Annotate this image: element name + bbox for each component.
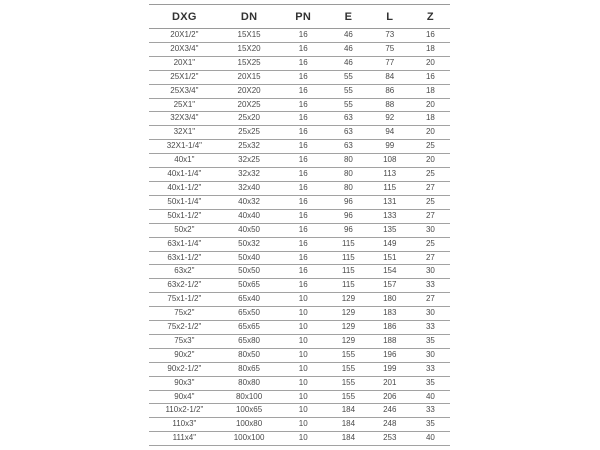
table-cell: 63x2" (149, 265, 220, 279)
table-cell: 20 (411, 154, 450, 168)
table-cell: 32x40 (220, 181, 279, 195)
table-cell: 75x2-1/2" (149, 321, 220, 335)
table-cell: 25 (411, 140, 450, 154)
table-cell: 35 (411, 418, 450, 432)
table-cell: 30 (411, 348, 450, 362)
table-cell: 90x3" (149, 376, 220, 390)
table-cell: 96 (328, 223, 369, 237)
table-cell: 99 (369, 140, 411, 154)
column-header-pn: PN (278, 5, 328, 29)
table-cell: 16 (278, 56, 328, 70)
table-row (149, 168, 450, 182)
table-cell: 92 (369, 112, 411, 126)
table-cell: 80 (328, 154, 369, 168)
table-cell: 96 (328, 195, 369, 209)
table-cell: 32x32 (220, 168, 279, 182)
table-cell: 10 (278, 418, 328, 432)
table-cell: 151 (369, 251, 411, 265)
table-cell: 90x2" (149, 348, 220, 362)
table-cell: 15X15 (220, 29, 279, 43)
table-row (149, 265, 450, 279)
table-cell: 15X20 (220, 42, 279, 56)
table-row (149, 181, 450, 195)
table-row (149, 223, 450, 237)
table-cell: 20X3/4" (149, 42, 220, 56)
table-cell: 25x20 (220, 112, 279, 126)
table-cell: 129 (328, 307, 369, 321)
table-cell: 63 (328, 140, 369, 154)
table-cell: 155 (328, 390, 369, 404)
column-header-l: L (369, 5, 411, 29)
table-cell: 10 (278, 432, 328, 446)
table-cell: 10 (278, 390, 328, 404)
table-cell: 40x1-1/4" (149, 168, 220, 182)
table-cell: 65x50 (220, 307, 279, 321)
table-cell: 135 (369, 223, 411, 237)
table-cell: 16 (278, 237, 328, 251)
table-cell: 180 (369, 293, 411, 307)
table-cell: 80x80 (220, 376, 279, 390)
table-cell: 111x4" (149, 432, 220, 446)
table-cell: 80 (328, 168, 369, 182)
table-cell: 40 (411, 432, 450, 446)
table-cell: 50x40 (220, 251, 279, 265)
table-cell: 110x3" (149, 418, 220, 432)
table-cell: 32X3/4" (149, 112, 220, 126)
table-cell: 86 (369, 84, 411, 98)
table-cell: 80x100 (220, 390, 279, 404)
table-cell: 184 (328, 432, 369, 446)
table-cell: 16 (278, 84, 328, 98)
table-cell: 155 (328, 348, 369, 362)
table-cell: 100x100 (220, 432, 279, 446)
table-cell: 25 (411, 195, 450, 209)
column-header-dn: DN (220, 5, 279, 29)
table-cell: 20X1/2" (149, 29, 220, 43)
table-row (149, 84, 450, 98)
table-row (149, 279, 450, 293)
table-cell: 16 (278, 195, 328, 209)
table-row (149, 98, 450, 112)
table-cell: 184 (328, 404, 369, 418)
table-row (149, 432, 450, 446)
table-cell: 18 (411, 112, 450, 126)
table-cell: 10 (278, 404, 328, 418)
table-cell: 33 (411, 362, 450, 376)
table-cell: 50x1-1/4" (149, 195, 220, 209)
table-row (149, 237, 450, 251)
table-cell: 183 (369, 307, 411, 321)
table-row (149, 293, 450, 307)
table-cell: 16 (278, 265, 328, 279)
table-row (149, 376, 450, 390)
table-cell: 16 (278, 70, 328, 84)
table-cell: 32X1" (149, 126, 220, 140)
table-cell: 196 (369, 348, 411, 362)
table-cell: 27 (411, 209, 450, 223)
table-cell: 32x25 (220, 154, 279, 168)
table-row (149, 195, 450, 209)
table-row (149, 29, 450, 43)
table-cell: 20 (411, 98, 450, 112)
table-cell: 10 (278, 334, 328, 348)
table-row (149, 140, 450, 154)
table-cell: 10 (278, 348, 328, 362)
table-cell: 30 (411, 265, 450, 279)
table-cell: 10 (278, 307, 328, 321)
table-cell: 16 (278, 140, 328, 154)
table-row (149, 42, 450, 56)
table-cell: 25X1" (149, 98, 220, 112)
table-cell: 10 (278, 321, 328, 335)
table-cell: 77 (369, 56, 411, 70)
table-cell: 20 (411, 56, 450, 70)
table-cell: 75x1-1/2" (149, 293, 220, 307)
table-cell: 110x2-1/2" (149, 404, 220, 418)
table-cell: 50x2" (149, 223, 220, 237)
table-cell: 100x80 (220, 418, 279, 432)
table-cell: 155 (328, 362, 369, 376)
table-cell: 27 (411, 251, 450, 265)
table-cell: 10 (278, 293, 328, 307)
table-cell: 40x1" (149, 154, 220, 168)
table-cell: 115 (328, 237, 369, 251)
table-row (149, 404, 450, 418)
table-cell: 16 (411, 70, 450, 84)
table-cell: 199 (369, 362, 411, 376)
table-cell: 75 (369, 42, 411, 56)
table-cell: 33 (411, 279, 450, 293)
table-row (149, 418, 450, 432)
table-row (149, 154, 450, 168)
table-cell: 73 (369, 29, 411, 43)
table-cell: 16 (278, 42, 328, 56)
table-cell: 16 (278, 112, 328, 126)
specification-table (149, 4, 450, 446)
table-cell: 63 (328, 112, 369, 126)
table-cell: 131 (369, 195, 411, 209)
table-cell: 129 (328, 334, 369, 348)
table-cell: 18 (411, 84, 450, 98)
table-cell: 27 (411, 181, 450, 195)
table-cell: 90x2-1/2" (149, 362, 220, 376)
column-header-dxg: DXG (149, 5, 220, 29)
table-cell: 35 (411, 376, 450, 390)
table-cell: 16 (278, 209, 328, 223)
table-cell: 50x1-1/2" (149, 209, 220, 223)
table-cell: 33 (411, 404, 450, 418)
table-row (149, 56, 450, 70)
table-cell: 20 (411, 126, 450, 140)
table-cell: 113 (369, 168, 411, 182)
table-cell: 80x65 (220, 362, 279, 376)
table-cell: 188 (369, 334, 411, 348)
table-cell: 20X15 (220, 70, 279, 84)
table-cell: 20X1" (149, 56, 220, 70)
table-cell: 46 (328, 56, 369, 70)
table-cell: 16 (278, 29, 328, 43)
table-cell: 40 (411, 390, 450, 404)
table-cell: 55 (328, 70, 369, 84)
table-header-row (149, 5, 450, 29)
column-header-z: Z (411, 5, 450, 29)
table-cell: 94 (369, 126, 411, 140)
table-row (149, 126, 450, 140)
table-cell: 25x25 (220, 126, 279, 140)
table-cell: 63x2-1/2" (149, 279, 220, 293)
table-cell: 246 (369, 404, 411, 418)
table-cell: 16 (278, 126, 328, 140)
table-row (149, 390, 450, 404)
table-row (149, 321, 450, 335)
table-cell: 40x1-1/2" (149, 181, 220, 195)
table-cell: 115 (369, 181, 411, 195)
table-cell: 50x32 (220, 237, 279, 251)
table-cell: 20X20 (220, 84, 279, 98)
table-cell: 27 (411, 293, 450, 307)
table-cell: 46 (328, 29, 369, 43)
table-cell: 65x40 (220, 293, 279, 307)
table-cell: 16 (278, 168, 328, 182)
table-cell: 129 (328, 293, 369, 307)
table-cell: 63x1-1/4" (149, 237, 220, 251)
table-row (149, 112, 450, 126)
table-cell: 157 (369, 279, 411, 293)
table-cell: 63x1-1/2" (149, 251, 220, 265)
table-cell: 46 (328, 42, 369, 56)
table-cell: 55 (328, 98, 369, 112)
table-cell: 149 (369, 237, 411, 251)
table-cell: 154 (369, 265, 411, 279)
table-cell: 33 (411, 321, 450, 335)
table-cell: 25X1/2" (149, 70, 220, 84)
table-cell: 25 (411, 168, 450, 182)
table-cell: 206 (369, 390, 411, 404)
table-row (149, 209, 450, 223)
table-cell: 63 (328, 126, 369, 140)
table-row (149, 348, 450, 362)
table-cell: 115 (328, 251, 369, 265)
table-cell: 133 (369, 209, 411, 223)
column-header-e: E (328, 5, 369, 29)
table-cell: 75x2" (149, 307, 220, 321)
table-cell: 186 (369, 321, 411, 335)
table-cell: 115 (328, 265, 369, 279)
table-cell: 40x40 (220, 209, 279, 223)
table-cell: 96 (328, 209, 369, 223)
specification-table-container (149, 4, 450, 446)
table-cell: 184 (328, 418, 369, 432)
table-cell: 201 (369, 376, 411, 390)
table-cell: 16 (278, 154, 328, 168)
table-cell: 88 (369, 98, 411, 112)
table-cell: 30 (411, 307, 450, 321)
table-cell: 100x65 (220, 404, 279, 418)
table-cell: 50x65 (220, 279, 279, 293)
table-cell: 35 (411, 334, 450, 348)
table-cell: 30 (411, 223, 450, 237)
table-cell: 115 (328, 279, 369, 293)
table-row (149, 70, 450, 84)
table-cell: 90x4" (149, 390, 220, 404)
table-cell: 15X25 (220, 56, 279, 70)
table-cell: 40x32 (220, 195, 279, 209)
table-cell: 84 (369, 70, 411, 84)
table-cell: 129 (328, 321, 369, 335)
table-cell: 25x32 (220, 140, 279, 154)
table-cell: 65x80 (220, 334, 279, 348)
table-cell: 50x50 (220, 265, 279, 279)
table-cell: 65x65 (220, 321, 279, 335)
table-cell: 10 (278, 376, 328, 390)
table-cell: 16 (278, 181, 328, 195)
table-cell: 16 (411, 29, 450, 43)
table-row (149, 362, 450, 376)
table-cell: 32X1-1/4" (149, 140, 220, 154)
table-cell: 18 (411, 42, 450, 56)
table-row (149, 334, 450, 348)
table-cell: 10 (278, 362, 328, 376)
table-cell: 155 (328, 376, 369, 390)
table-row (149, 251, 450, 265)
table-cell: 20X25 (220, 98, 279, 112)
table-cell: 16 (278, 251, 328, 265)
table-cell: 80 (328, 181, 369, 195)
table-cell: 108 (369, 154, 411, 168)
table-cell: 16 (278, 279, 328, 293)
table-cell: 248 (369, 418, 411, 432)
table-cell: 253 (369, 432, 411, 446)
table-cell: 80x50 (220, 348, 279, 362)
table-cell: 25X3/4" (149, 84, 220, 98)
table-cell: 55 (328, 84, 369, 98)
table-cell: 25 (411, 237, 450, 251)
table-row (149, 307, 450, 321)
table-cell: 40x50 (220, 223, 279, 237)
table-cell: 16 (278, 98, 328, 112)
table-cell: 75x3" (149, 334, 220, 348)
table-cell: 16 (278, 223, 328, 237)
